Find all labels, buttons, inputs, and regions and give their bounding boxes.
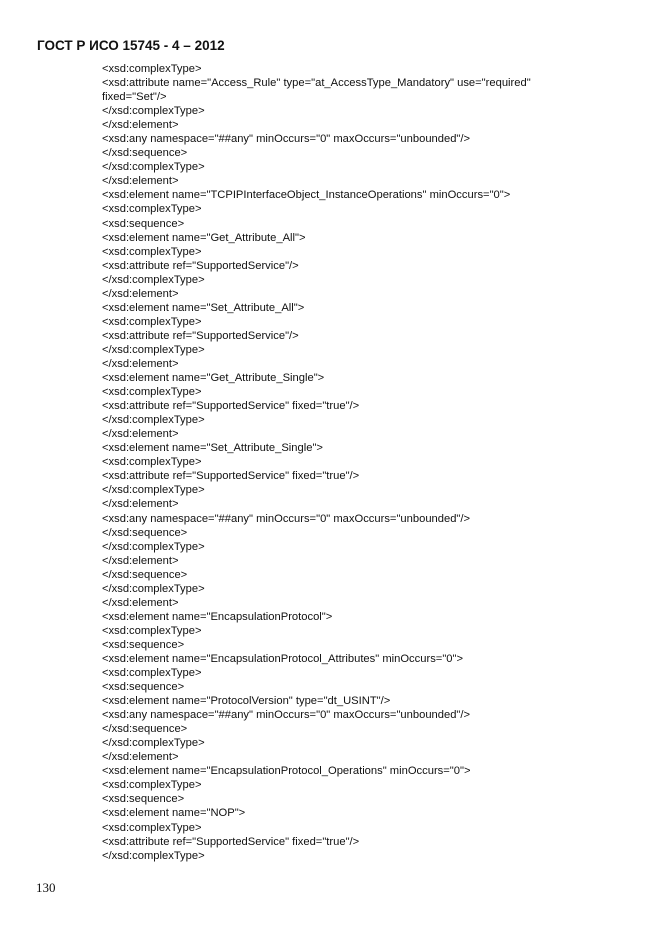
code-line: </xsd:element> — [102, 596, 179, 609]
code-line: <xsd:complexType> — [102, 245, 202, 258]
page-number: 130 — [36, 880, 56, 895]
xsd-code-listing — [102, 62, 531, 863]
code-line: </xsd:complexType> — [102, 273, 205, 286]
code-line: <xsd:element name="NOP"> — [102, 807, 246, 820]
code-line: </xsd:complexType> — [102, 849, 205, 862]
code-line: </xsd:element> — [102, 119, 179, 132]
code-line: </xsd:sequence> — [102, 723, 188, 736]
code-line: </xsd:element> — [102, 287, 179, 300]
code-line: <xsd:attribute ref="SupportedService"/> — [102, 259, 299, 272]
code-line: <xsd:attribute ref="SupportedService" fixed="true"/> — [102, 470, 360, 483]
code-line: <xsd:element name="EncapsulationProtocol_Attributes" minOccurs="0"> — [102, 652, 464, 665]
code-line: <xsd:complexType> — [102, 63, 202, 75]
code-line: </xsd:complexType> — [102, 540, 205, 553]
code-line: </xsd:complexType> — [102, 343, 205, 356]
code-line: </xsd:sequence> — [102, 526, 188, 539]
code-line: <xsd:complexType> — [102, 203, 202, 216]
code-line: <xsd:complexType> — [102, 667, 202, 680]
code-line: <xsd:any namespace="##any" minOccurs="0" maxOccurs="unbounded"/> — [102, 133, 471, 146]
code-line: </xsd:element> — [102, 498, 179, 511]
code-line: </xsd:element> — [102, 751, 179, 764]
code-line: </xsd:complexType> — [102, 737, 205, 750]
code-line: <xsd:element name="Get_Attribute_All"> — [102, 231, 306, 244]
code-line: </xsd:element> — [102, 428, 179, 441]
code-line: <xsd:attribute ref="SupportedService" fixed="true"/> — [102, 835, 360, 848]
code-line: <xsd:complexType> — [102, 456, 202, 469]
code-line: <xsd:element name="Get_Attribute_Single"> — [102, 372, 325, 385]
document-header-title: ГОСТ Р ИСО 15745 - 4 – 2012 — [37, 38, 225, 53]
code-line: <xsd:element name="Set_Attribute_Single"> — [102, 442, 323, 455]
code-line: <xsd:any namespace="##any" minOccurs="0" maxOccurs="unbounded"/> — [102, 512, 471, 525]
code-line: </xsd:sequence> — [102, 568, 188, 581]
code-line: <xsd:sequence> — [102, 681, 185, 694]
code-line: <xsd:sequence> — [102, 793, 185, 806]
code-line: <xsd:complexType> — [102, 821, 202, 834]
code-line: </xsd:complexType> — [102, 484, 205, 497]
code-line: <xsd:element name="Set_Attribute_All"> — [102, 301, 305, 314]
code-line: </xsd:element> — [102, 554, 179, 567]
code-line: fixed="Set"/> — [102, 91, 167, 104]
code-line: <xsd:element name="EncapsulationProtocol_Operations" minOccurs="0"> — [102, 765, 471, 778]
code-line: <xsd:element name="ProtocolVersion" type="dt_USINT"/> — [102, 695, 391, 708]
code-line: </xsd:element> — [102, 175, 179, 188]
code-line: <xsd:attribute name="Access_Rule" type="at_AccessType_Mandatory" use="required" — [102, 77, 531, 90]
code-line: </xsd:complexType> — [102, 105, 205, 118]
code-line: </xsd:sequence> — [102, 147, 188, 160]
code-line: <xsd:element name="TCPIPInterfaceObject_InstanceOperations" minOccurs="0"> — [102, 189, 511, 202]
code-line: <xsd:any namespace="##any" minOccurs="0" maxOccurs="unbounded"/> — [102, 709, 471, 722]
code-line: <xsd:attribute ref="SupportedService" fixed="true"/> — [102, 400, 360, 413]
code-line: </xsd:complexType> — [102, 414, 205, 427]
code-line: <xsd:complexType> — [102, 386, 202, 399]
code-line: </xsd:complexType> — [102, 161, 205, 174]
code-line: <xsd:sequence> — [102, 217, 185, 230]
code-line: <xsd:complexType> — [102, 315, 202, 328]
code-line: <xsd:complexType> — [102, 624, 202, 637]
code-line: </xsd:complexType> — [102, 582, 205, 595]
code-line: <xsd:sequence> — [102, 638, 185, 651]
code-line: <xsd:attribute ref="SupportedService"/> — [102, 329, 299, 342]
code-line: <xsd:element name="EncapsulationProtocol"> — [102, 610, 333, 623]
code-line: <xsd:complexType> — [102, 779, 202, 792]
code-line: </xsd:element> — [102, 357, 179, 370]
